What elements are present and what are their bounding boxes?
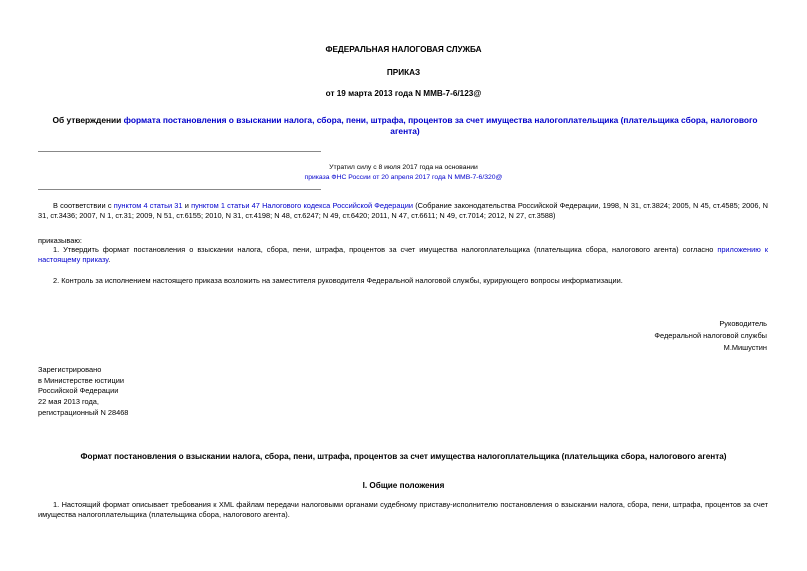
appendix-title: Формат постановления о взыскании налога, сбора, пени, штрафа, процентов за счет имущества налогоплательщика (плательщика сбора, налогового агента) xyxy=(80,452,727,461)
registration-line-4: 22 мая 2013 года, xyxy=(38,397,99,407)
registration-line-2: в Министерстве юстиции xyxy=(38,375,125,385)
status-note-text: Утратил силу с 8 июля 2017 года на основании xyxy=(329,164,478,171)
item-2-paragraph: 2. Контроль за исполнением настоящего приказа возложить на заместителя руководителя Федеральной налоговой службы, курирующего вопросы информатизации. xyxy=(53,276,623,285)
preamble-paragraph xyxy=(38,201,768,221)
item-1-text: 1. Утвердить формат постановления о взыскании налога, сбора, пени, штрафа, процентов за счет имущества налогоплательщика (плательщика сбора, налогового агента) согласно xyxy=(53,245,718,254)
section-heading: I. Общие положения xyxy=(362,481,445,490)
signature-name: М.Мишустин xyxy=(723,342,767,352)
divider-top xyxy=(38,151,321,152)
status-note xyxy=(0,163,807,183)
signature-position: Руководитель xyxy=(719,319,767,328)
title-link[interactable]: формата постановления о взыскании налога, сбора, пени, штрафа, процентов за счет имущества налогоплательщика (плательщика сбора, налогового агента) xyxy=(123,115,758,137)
link-article-31[interactable]: пунктом 4 статьи 31 xyxy=(113,201,183,210)
preamble-text-1: В соответствии с xyxy=(53,201,114,210)
registration-line-1: Зарегистрировано xyxy=(38,365,102,374)
preamble-text-3: (Собрание законодательства Российской Федерации, 1998, N 31, ст.3824; 2005, N 45, ст.4585; 2006, N 31, ст.3436; 2007, N 1, ст.31; 2009, N 51, ст.6155; 2010, N 31, ст.4198; N 48, ст.6247; N 49, ст.6420; 2011, N 47, ст.6611; N 49, ст.7014; 2012, N 27, ст.3588) xyxy=(38,201,769,220)
agency-name: ФЕДЕРАЛЬНАЯ НАЛОГОВАЯ СЛУЖБА xyxy=(325,45,482,54)
status-note-link[interactable]: приказа ФНС России от 20 апреля 2017 года N ММВ-7-6/320@ xyxy=(304,174,503,182)
order-word: приказываю: xyxy=(38,236,82,245)
signature-organization: Федеральной налоговой службы xyxy=(654,330,767,340)
item-1-end: . xyxy=(108,254,111,264)
link-appendix[interactable]: приложению к настоящему приказу xyxy=(38,245,768,264)
registration-block xyxy=(38,365,128,419)
title-prefix: Об утверждении xyxy=(52,115,124,125)
document-title xyxy=(40,115,770,138)
signature-block xyxy=(654,318,767,354)
document-date-number: от 19 марта 2013 года N ММВ-7-6/123@ xyxy=(325,89,482,98)
divider-bottom xyxy=(38,189,321,190)
item-1-paragraph xyxy=(38,245,768,265)
registration-line-3: Российской Федерации xyxy=(38,386,119,396)
link-article-47[interactable]: пунктом 1 статьи 47 Налогового кодекса Российской Федерации xyxy=(191,201,413,210)
section-1-paragraph-1: 1. Настоящий формат описывает требования к XML файлам передачи налоговыми органами судебному приставу-исполнителю постановления о взыскании налога, сбора, пени, штрафа, процентов за счет имущества налогоплательщика (плательщика сбора, налогового агента). xyxy=(38,500,768,519)
registration-line-5: регистрационный N 28468 xyxy=(38,407,129,417)
preamble-text-2: и xyxy=(182,201,192,210)
document-type: ПРИКАЗ xyxy=(386,68,421,77)
